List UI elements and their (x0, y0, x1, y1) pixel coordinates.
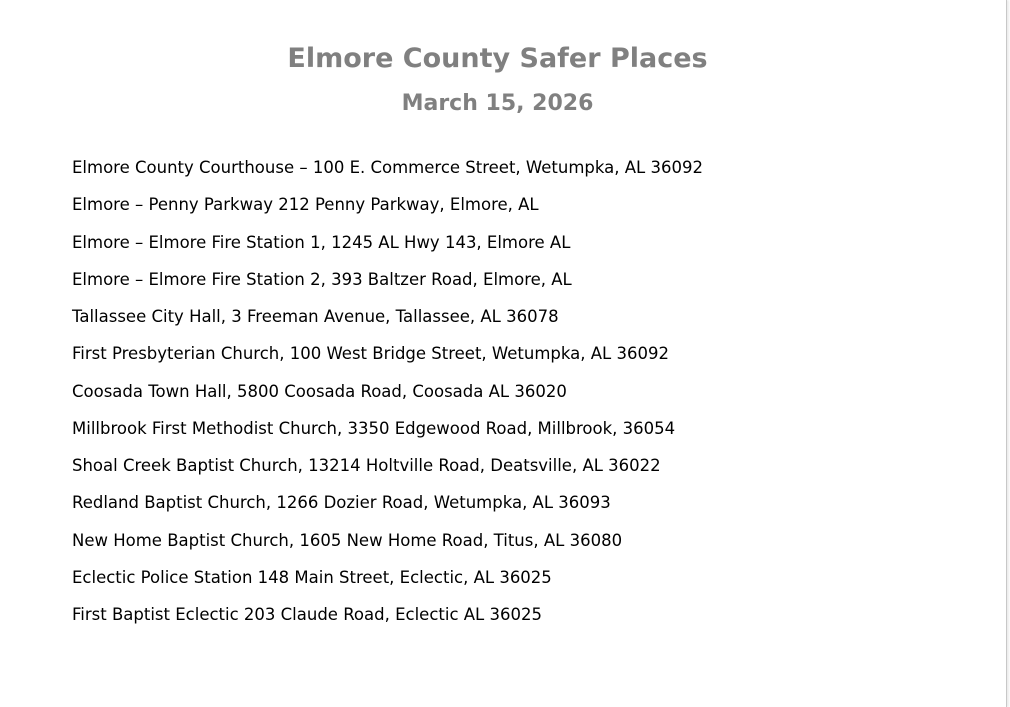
list-item: Elmore County Courthouse – 100 E. Commerce Street, Wetumpka, AL 36092 (72, 158, 703, 177)
list-item: Coosada Town Hall, 5800 Coosada Road, Coosada AL 36020 (72, 381, 567, 401)
list-item: Elmore – Elmore Fire Station 1, 1245 AL Hwy 143, Elmore AL (72, 232, 571, 252)
safer-places-list (72, 155, 703, 639)
list-item: Tallassee City Hall, 3 Freeman Avenue, Tallassee, AL 36078 (72, 307, 559, 326)
list-item: Elmore – Penny Parkway 212 Penny Parkway, Elmore, AL (72, 195, 539, 215)
list-item: New Home Baptist Church, 1605 New Home Road, Titus, AL 36080 (72, 530, 623, 550)
list-item: Elmore – Elmore Fire Station 2, 393 Baltzer Road, Elmore, AL (72, 269, 572, 289)
list-item: First Presbyterian Church, 100 West Bridge Street, Wetumpka, AL 36092 (72, 344, 669, 364)
list-item: Shoal Creek Baptist Church, 13214 Holtville Road, Deatsville, AL 36022 (72, 456, 661, 475)
document-date: March 15, 2026 (401, 91, 594, 116)
list-item: Redland Baptist Church, 1266 Dozier Road, Wetumpka, AL 36093 (72, 493, 611, 513)
list-item: Eclectic Police Station 148 Main Street, Eclectic, AL 36025 (72, 567, 552, 587)
list-item: Millbrook First Methodist Church, 3350 Edgewood Road, Millbrook, 36054 (72, 418, 676, 438)
list-item: First Baptist Eclectic 203 Claude Road, Eclectic AL 36025 (72, 605, 542, 624)
document-title: Elmore County Safer Places (287, 43, 708, 74)
